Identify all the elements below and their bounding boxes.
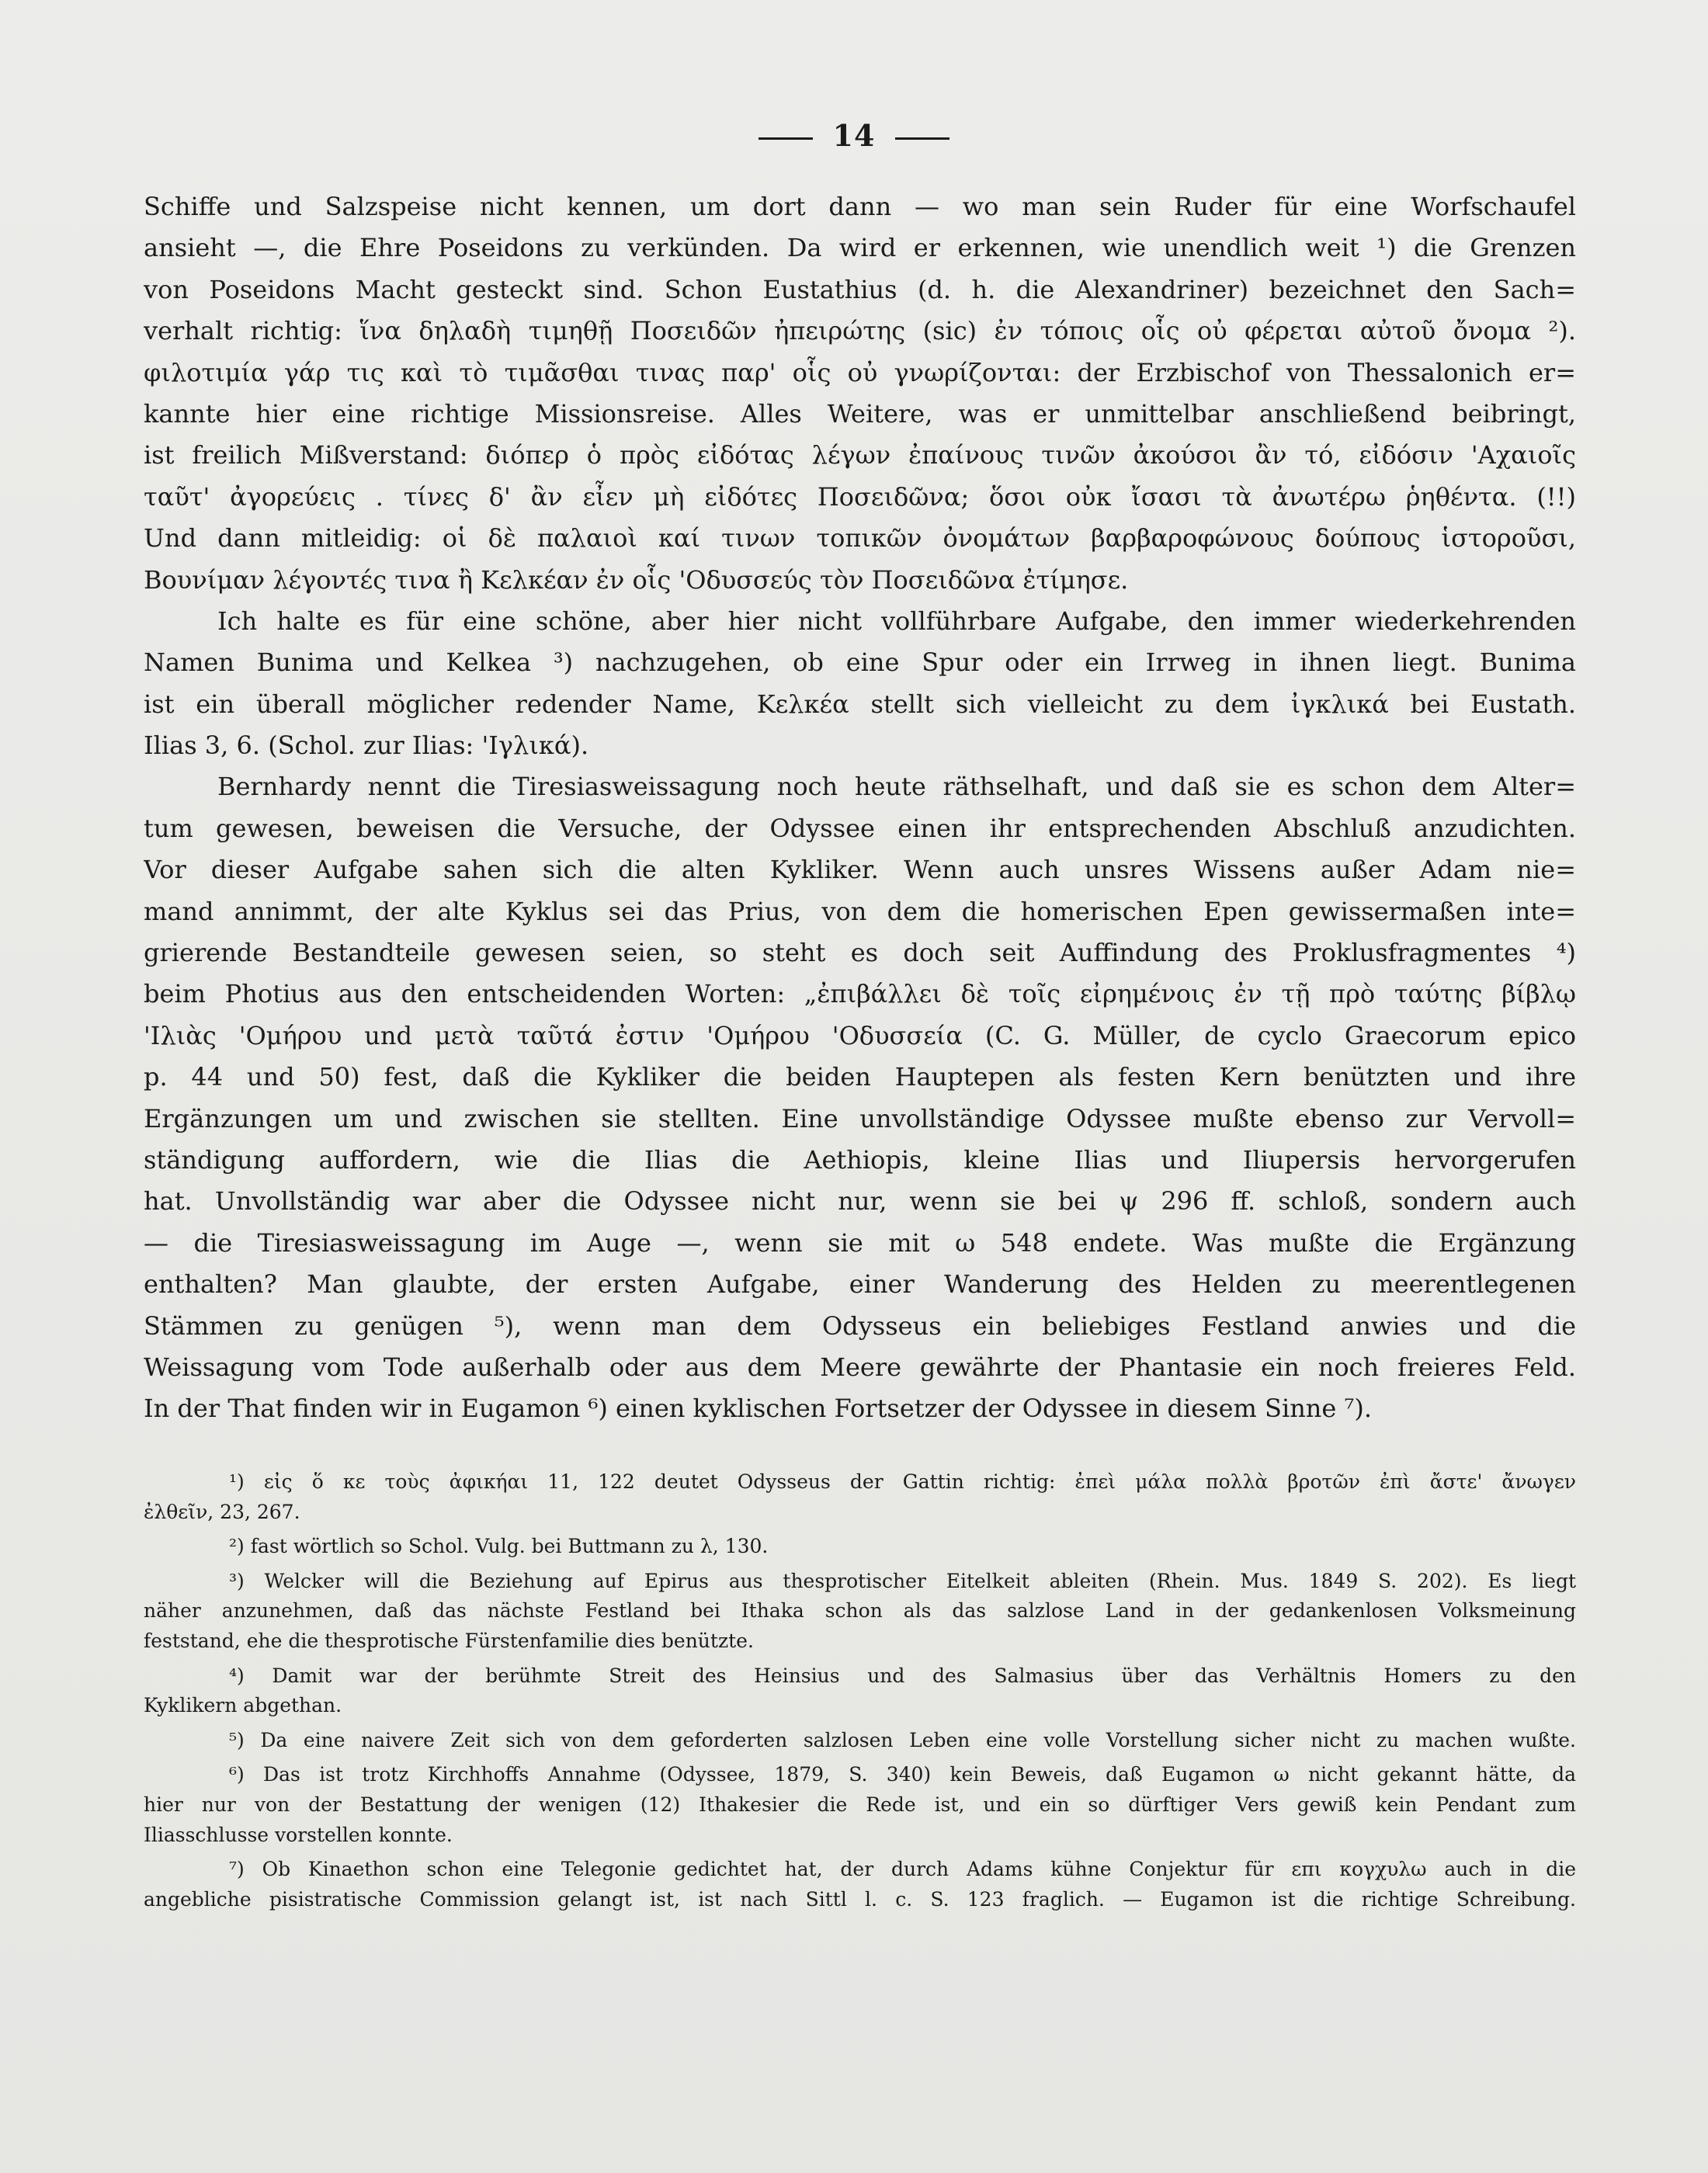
main-line: Und dann mitleidig: οἱ δὲ παλαιοὶ καί τινων τοπικῶν ὀνομάτων βαρβαροφώνους δούπους ἱστοροῦσι, [144,523,1576,554]
main-line: In der That finden wir in Eugamon ⁶) einen kyklischen Fortsetzer der Odyssee in diesem Sinne ⁷). [144,1394,1372,1424]
footnote-line: feststand, ehe die thesprotische Fürstenfamilie dies benützte. [144,1629,754,1652]
main-line: Stämmen zu genügen ⁵), wenn man dem Odysseus ein beliebiges Festland anwies und die [144,1310,1576,1341]
header-rule-left [759,137,813,140]
footnote-line: näher anzunehmen, daß das nächste Festland bei Ithaka schon als das salzlose Land in der gedankenlosen Volksmeinung [144,1599,1576,1623]
header-rule-right [895,137,949,140]
footnote-line: Kyklikern abgethan. [144,1694,342,1717]
footnote-line: angebliche pisistratische Commission gelangt ist, ist nach Sittl l. c. S. 123 fraglich. — Eugamon ist die richtige Schreibung. [144,1887,1576,1911]
main-line: 'Ιλιὰς 'Ομήρου und μετὰ ταῦτά ἐστιν 'Ομήρου 'Οδυσσεία (C. G. Müller, de cyclo Graecorum epico [144,1020,1576,1050]
footnote-line: ³) Welcker will die Beziehung auf Epirus aus thesprotischer Eitelkeit ableiten (Rhein. Mus. 1849 S. 202). Es liegt [229,1569,1576,1592]
main-line: mand annimmt, der alte Kyklus sei das Prius, von dem die homerischen Epen gewissermaßen inte= [144,896,1576,926]
page-number: 14 [832,118,876,153]
main-line: ständigung auffordern, wie die Ilias die Aethiopis, kleine Ilias und Iliupersis hervorgerufen [144,1144,1576,1175]
main-line: verhalt richtig: ἵνα δηλαδὴ τιμηθῇ Ποσειδῶν ἠπειρώτης (sic) ἐν τόποις οἷς οὐ φέρεται αὐτοῦ ὄνομα ²). [144,316,1576,346]
main-line: Vor dieser Aufgabe sahen sich die alten Kykliker. Wenn auch unsres Wissens außer Adam nie= [144,855,1576,885]
main-line: Βουνίμαν λέγοντές τινα ἢ Κελκέαν ἐν οἷς 'Οδυσσεύς τὸν Ποσειδῶνα ἐτίμησε. [144,564,1129,595]
main-line: von Poseidons Macht gesteckt sind. Schon Eustathius (d. h. die Alexandriner) bezeichnet den Sach= [144,274,1576,304]
main-line: kannte hier eine richtige Missionsreise. Alles Weitere, was er unmittelbar anschließend beibringt, [144,398,1576,429]
main-line: tum gewesen, beweisen die Versuche, der Odyssee einen ihr entsprechenden Abschluß anzudichten. [144,813,1576,843]
main-line: ταῦτ' ἀγορεύεις . τίνες δ' ἂν εἶεν μὴ εἰδότες Ποσειδῶνα; ὅσοι οὐκ ἴσασι τὰ ἀνωτέρω ῥηθέντα. (!!) [144,481,1576,512]
main-line: ist freilich Mißverstand: διόπερ ὁ πρὸς εἰδότας λέγων ἐπαίνους τινῶν ἀκούσοι ἂν τό, εἰδόσιν 'Αχαιοῖς [144,440,1576,470]
main-line: Weissagung vom Tode außerhalb oder aus dem Meere gewährte der Phantasie ein noch freieres Feld. [144,1352,1576,1382]
footnote-line: ⁵) Da eine naivere Zeit sich von dem geforderten salzlosen Leben eine volle Vorstellung sicher nicht zu machen wußte. [229,1728,1576,1751]
main-line: grierende Bestandteile gewesen seien, so steht es doch seit Auffindung des Proklusfragmentes ⁴) [144,938,1576,968]
main-line: Bernhardy nennt die Tiresiasweissagung noch heute räthselhaft, und daß sie es schon dem Alter= [217,772,1576,802]
main-line: p. 44 und 50) fest, daß die Kykliker die beiden Hauptepen als festen Kern benützten und ihre [144,1062,1576,1092]
footnote-line: ⁶) Das ist trotz Kirchhoffs Annahme (Odyssee, 1879, S. 340) kein Beweis, daß Eugamon ω nicht gekannt hätte, da [229,1763,1576,1786]
footnote-line: ¹) εἰς ὅ κε τοὺς ἀφικήαι 11, 122 deutet Odysseus der Gattin richtig: ἐπεὶ μάλα πολλὰ βροτῶν ἐπὶ ἄστε' ἄνωγεν [229,1470,1576,1493]
footnote-line: Iliasschlusse vorstellen konnte. [144,1823,453,1846]
main-line: — die Tiresiasweissagung im Auge —, wenn sie mit ω 548 endete. Was mußte die Ergänzung [144,1227,1576,1258]
main-line: ansieht —, die Ehre Poseidons zu verkünden. Da wird er erkennen, wie unendlich weit ¹) die Grenzen [144,233,1576,263]
main-line: ist ein überall möglicher redender Name, Κελκέα stellt sich vielleicht zu dem ἰγκλικά bei Eustath. [144,689,1576,719]
footnote-line: hier nur von der Bestattung der wenigen (12) Ithakesier die Rede ist, und ein so dürftiger Vers gewiß kein Pendant zum [144,1793,1576,1816]
main-line: enthalten? Man glaubte, der ersten Aufgabe, einer Wanderung des Helden zu meerentlegenen [144,1269,1576,1300]
main-line: Namen Bunima und Kelkea ³) nachzugehen, ob eine Spur oder ein Irrweg in ihnen liegt. Bunima [144,647,1576,678]
footnote-line: ²) fast wörtlich so Schol. Vulg. bei Buttmann zu λ, 130. [229,1535,769,1558]
footnote-line: ἐλθεῖν, 23, 267. [144,1500,300,1523]
main-line: Ich halte es für eine schöne, aber hier nicht vollführbare Aufgabe, den immer wiederkehrenden [217,606,1576,636]
main-line: φιλοτιμία γάρ τις καὶ τὸ τιμᾶσθαι τινας παρ' οἷς οὐ γνωρίζονται: der Erzbischof von Thessalonich er= [144,357,1576,387]
main-text [144,186,1576,1430]
page-number-header [0,118,1708,153]
main-line: hat. Unvollständig war aber die Odyssee nicht nur, wenn sie bei ψ 296 ff. schloß, sondern auch [144,1186,1576,1217]
footnote-line: ⁷) Ob Kinaethon schon eine Telegonie gedichtet hat, der durch Adams kühne Conjektur für επι κογχυλω auch in die [229,1858,1576,1881]
main-line: Ilias 3, 6. (Schol. zur Ilias: 'Ιγλικά). [144,731,589,761]
footnote-line: ⁴) Damit war der berühmte Streit des Heinsius und des Salmasius über das Verhältnis Homers zu den [229,1664,1576,1687]
footnotes [144,1467,1576,1914]
main-line: Ergänzungen um und zwischen sie stellten. Eine unvollständige Odyssee mußte ebenso zur Vervoll= [144,1103,1576,1133]
main-line: Schiffe und Salzspeise nicht kennen, um dort dann — wo man sein Ruder für eine Worfschaufel [144,192,1576,221]
main-line: beim Photius aus den entscheidenden Worten: „ἐπιβάλλει δὲ τοῖς εἰρημένοις ἐν τῇ πρὸ ταύτης βίβλῳ [144,979,1576,1009]
